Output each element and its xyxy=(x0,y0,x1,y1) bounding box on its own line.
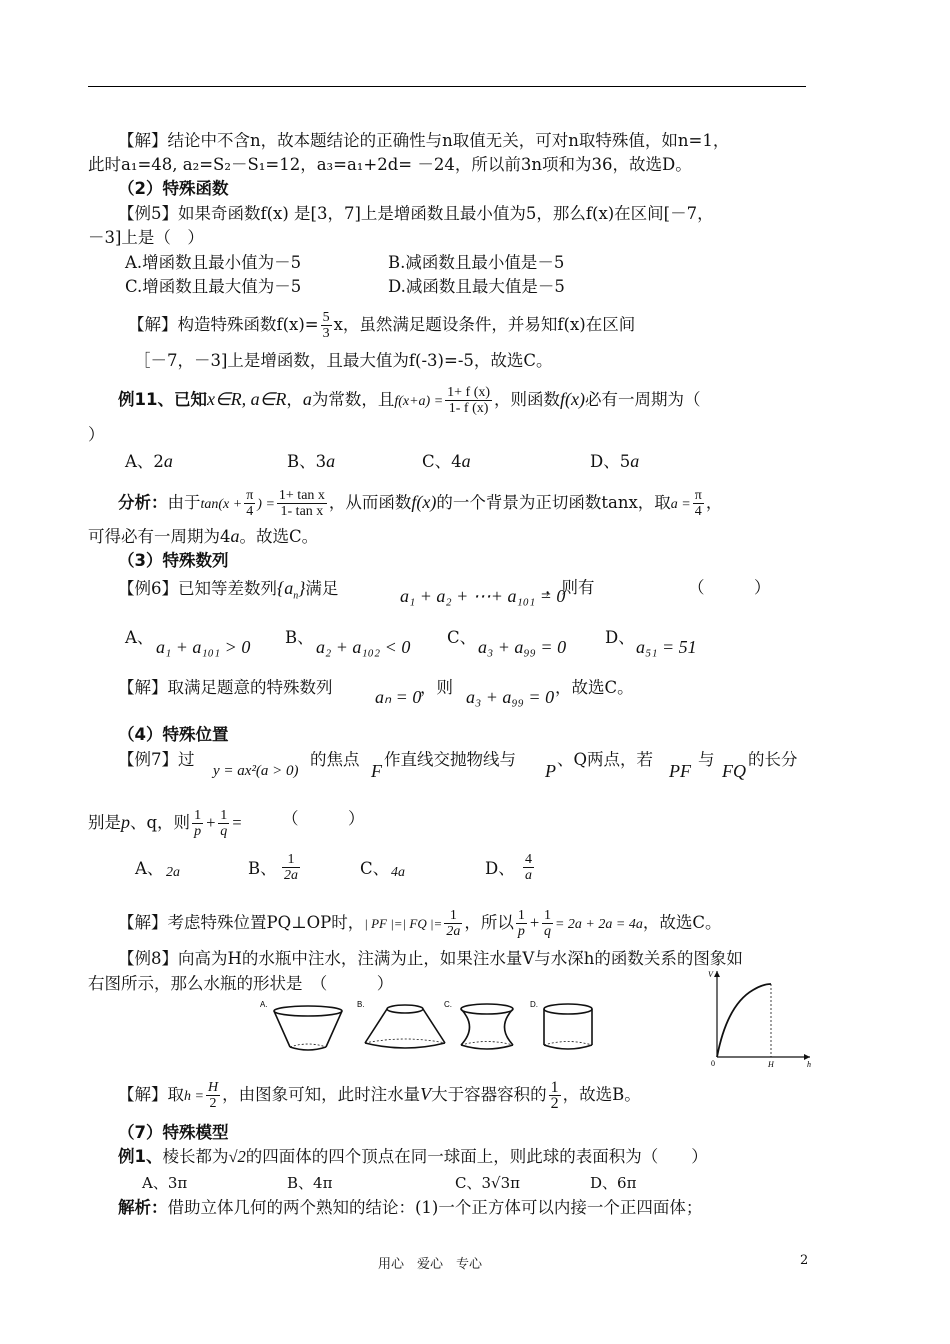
header-rule xyxy=(88,86,806,87)
example7-e: 与 xyxy=(698,750,715,769)
svg-text:0: 0 xyxy=(711,1059,715,1068)
example11-option-a: A、2a xyxy=(125,451,173,471)
vessel-a-icon xyxy=(258,995,358,1055)
solution6-e: ，故选C。 xyxy=(555,678,634,697)
example1-option-b: B、4π xyxy=(287,1174,333,1192)
section-special-sequence: （3）特殊数列 xyxy=(118,551,229,570)
svg-text:C.: C. xyxy=(444,1000,452,1009)
example6-option-b-label: B、 xyxy=(285,628,314,647)
section-special-function: （2）特殊函数 xyxy=(118,179,229,198)
example7-option-c-label: C、 xyxy=(360,859,390,878)
example11-option-c: C、4a xyxy=(422,451,471,471)
example5-option-b: B.减函数且最小值是－5 xyxy=(388,253,565,272)
example7-option-b: $\frac{1}{2a}$ xyxy=(284,852,298,883)
example5-line2: －3]上是（ ） xyxy=(88,228,204,247)
solution5-line2: ［－7，－3]上是增函数，且最大值为f(-3)=-5，故选C。 xyxy=(134,351,553,370)
solution7: 【解】考虑特殊位置PQ⊥OP时，| PF |=| FQ |= $\frac{1}{2a}$ ，所以 $\frac{1}{p}$ + $\frac{1}{q}$ = 2a + 2a = 4a，故选C。 xyxy=(118,908,722,939)
example1-line1: 例1、棱长都为√2的四面体的四个顶点在同一球面上，则此球的表面积为（ ） xyxy=(118,1147,708,1166)
vessel-c-icon xyxy=(442,995,532,1055)
solution6-seq: aₙ = 0 xyxy=(375,687,422,707)
example5-option-a: A.增函数且最小值为－5 xyxy=(125,253,302,272)
example7-a: 【例7】过 xyxy=(118,750,195,769)
example11-line2: ） xyxy=(88,425,105,444)
example7-b: 的焦点 xyxy=(310,750,360,769)
example11-option-d: D、5a xyxy=(590,451,640,471)
example7-option-a: 2a xyxy=(166,865,180,880)
example7-f: 的长分 xyxy=(748,750,798,769)
example5-option-c: C.增函数且最大值为－5 xyxy=(125,277,302,296)
example7-option-c: 4a xyxy=(391,865,405,880)
svg-text:A.: A. xyxy=(260,1000,268,1009)
footer-motto: 用心 爱心 专心 xyxy=(378,1257,483,1272)
example11-line1: 例11、已知x∈R, a∈R，a为常数，且f(x+a) = $\frac{1+ f (x)}{1- f (x)}$ ，则函数f(x)必有一周期为（ xyxy=(118,385,701,416)
fraction-ex11: $\frac{1+ f (x)}{1- f (x)}$ xyxy=(447,385,491,416)
example5-option-d: D.减函数且最大值是－5 xyxy=(388,277,565,296)
example6-option-d-label: D、 xyxy=(605,628,635,647)
example7-parabola: y = ax²(a > 0) xyxy=(213,763,299,779)
example6-paren: （ ） xyxy=(688,578,771,597)
svg-text:V: V xyxy=(708,970,713,979)
example6-tail: ，则有 xyxy=(545,578,595,597)
analysis-line2: 可得必有一周期为4a。故选C。 xyxy=(88,526,319,546)
example1-option-d: D、6π xyxy=(590,1174,637,1192)
analysis-line1: 分析：由于tan(x + $\frac{\pi}{4}$ ) = $\frac{\text{1+ tan x}}{\text{1- tan x}}$ ，从而函数f(x)的一个背景为正切函数tanx，取a = $\frac{\pi}{4}$ ， xyxy=(118,488,723,519)
example7-FQ: FQ xyxy=(722,761,746,781)
svg-text:h: h xyxy=(807,1060,811,1069)
solution6-eq: a₃ + a₉₉ = 0 xyxy=(466,687,555,707)
example6-option-a-label: A、 xyxy=(125,628,154,647)
example7-option-d: $\frac{4}{a}$ xyxy=(525,852,532,883)
example8-line2: 右图所示，那么水瓶的形状是 （ ） xyxy=(88,974,394,993)
vessel-d-icon xyxy=(528,995,608,1055)
solution8: 【解】取h = $\frac{H}{2}$ ，由图象可知，此时注水量V大于容器容积的 $\frac{1}{2}$ ，故选B。 xyxy=(118,1079,641,1112)
solution5-line1: 【解】构造特殊函数f(x)= $\frac{5}{3}$ x，虽然满足题设条件，并易知f(x)在区间 xyxy=(128,310,636,341)
example7-line2: 别是p、q，则 $\frac{1}{p}$ + $\frac{1}{q}$ = xyxy=(88,808,243,839)
example6-option-c-label: C、 xyxy=(447,628,477,647)
svg-text:D.: D. xyxy=(530,1000,538,1009)
example11-option-b: B、3a xyxy=(287,451,336,471)
example7-option-b-label: B、 xyxy=(248,859,277,878)
example7-PF: PF xyxy=(669,761,691,781)
solution-ex4-line2: 此时a₁=48, a₂=S₂－S₁=12，a₃=a₁+2d= －24，所以前3n项和为36，故选D。 xyxy=(88,155,692,174)
solution6-c: ，则 xyxy=(420,678,453,697)
example1-option-c: C、3√3π xyxy=(455,1174,520,1192)
example6-line1: 【例6】已知等差数列$\{a_n\}$满足 xyxy=(118,578,339,602)
example7-P: P xyxy=(545,761,556,781)
example7-paren: （ ） xyxy=(282,809,365,828)
example7-option-a-label: A、 xyxy=(135,859,164,878)
fraction-tan: $\frac{\text{1+ tan x}}{\text{1- tan x}}$ xyxy=(278,488,325,519)
svg-text:H: H xyxy=(768,1060,774,1069)
example1-option-a: A、3π xyxy=(142,1174,188,1192)
example8-line1: 【例8】向高为H的水瓶中注水，注满为止，如果注水量V与水深h的函数关系的图象如 xyxy=(118,949,743,968)
page-number: 2 xyxy=(800,1253,809,1268)
analysis-example1: 解析：借助立体几何的两个熟知的结论：(1)一个正方体可以内接一个正四面体； xyxy=(118,1198,703,1217)
svg-text:B.: B. xyxy=(357,1000,365,1009)
example7-c: 作直线交抛物线与 xyxy=(384,750,516,769)
volume-depth-graph xyxy=(705,965,815,1070)
solution-ex4-line1: 【解】结论中不含n，故本题结论的正确性与n取值无关，可对n取特殊值，如n=1， xyxy=(118,131,730,150)
example6-option-b: a₂ + a₁₀₂ < 0 xyxy=(316,637,411,657)
example6-option-c: a₃ + a₉₉ = 0 xyxy=(478,637,567,657)
example7-focus: F xyxy=(371,761,382,781)
fraction-5-3: $\frac{5}{3}$ xyxy=(322,310,330,341)
section-special-position: （4）特殊位置 xyxy=(118,725,229,744)
fraction-pi-4b: $\frac{\pi}{4}$ xyxy=(694,488,702,519)
example6-option-d: a₅₁ = 51 xyxy=(636,637,697,657)
vessel-b-icon xyxy=(355,995,455,1055)
solution6-a: 【解】取满足题意的特殊数列 xyxy=(118,678,333,697)
fraction-pi-4: $\frac{\pi}{4}$ xyxy=(246,488,254,519)
section-special-model: （7）特殊模型 xyxy=(118,1123,229,1142)
example6-option-a: a₁ + a₁₀₁ > 0 xyxy=(156,637,251,657)
example6-condition: a₁ + a₂ + ⋯+ a₁₀₁ = 0 xyxy=(400,586,566,606)
example7-option-d-label: D、 xyxy=(485,859,515,878)
example7-d: 、Q两点，若 xyxy=(557,750,654,769)
example5-line1: 【例5】如果奇函数f(x) 是[3，7]上是增函数且最小值为5，那么f(x)在区间[－7， xyxy=(118,204,714,223)
